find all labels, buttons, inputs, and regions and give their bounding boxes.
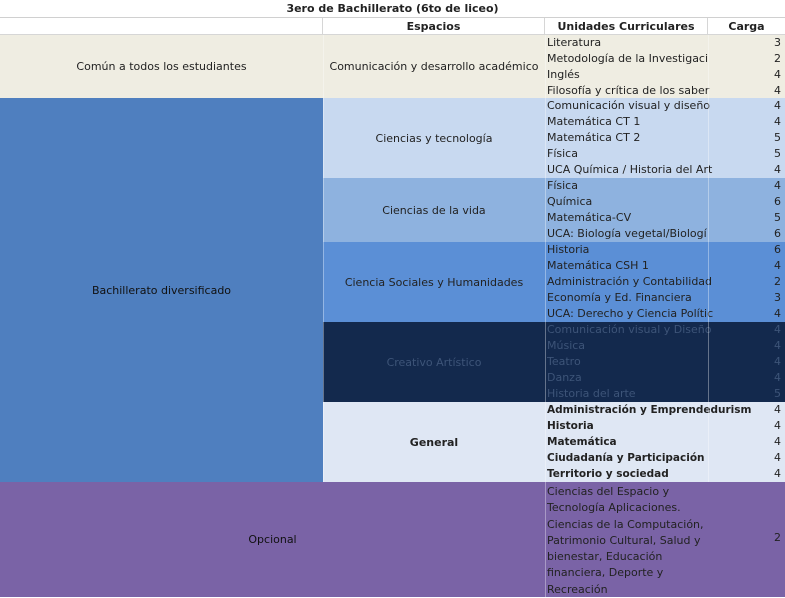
table-row: [545, 51, 785, 67]
table-row: [545, 306, 785, 322]
table-row: [545, 130, 785, 146]
unidad-curricular: UCA: Biología vegetal/Biologí: [547, 227, 707, 240]
grid-line: [545, 35, 546, 597]
unidad-curricular: Historia del arte: [547, 387, 636, 400]
carga-horario: 5: [774, 211, 781, 224]
header-unidades: Unidades Curriculares: [545, 18, 708, 35]
carga-horario: 4: [774, 371, 781, 384]
espacio-comunicacion-label: Comunicación y desarrollo académico: [329, 60, 539, 73]
unidad-curricular: Matemática: [547, 436, 617, 448]
table-row: [545, 322, 785, 338]
table-row: [545, 274, 785, 290]
table-row: [545, 67, 785, 83]
table-row: [545, 402, 785, 418]
carga-horario: 4: [774, 84, 781, 97]
carga-horario: 4: [774, 451, 781, 464]
table-row: [545, 98, 785, 114]
table-title: 3ero de Bachillerato (6to de liceo): [0, 0, 785, 18]
unidad-curricular: Matemática CSH 1: [547, 259, 649, 272]
opcional-line: Recreación: [547, 582, 608, 596]
unidad-curricular: Música: [547, 339, 586, 352]
espacio-ciencias-soc-label: Ciencia Sociales y Humanidades: [344, 275, 524, 289]
table-row: [545, 370, 785, 386]
grid-line: [323, 35, 324, 482]
carga-horario: 4: [774, 68, 781, 81]
table-row: [545, 450, 785, 466]
unidad-curricular: UCA Química / Historia del Art: [547, 163, 713, 176]
opcional-line: Ciencias del Espacio y: [547, 485, 670, 498]
opcional-line: Ciencias de la Computación,: [547, 517, 704, 531]
grid-line: [708, 35, 709, 482]
espacio-ciencias-vida: [323, 178, 545, 242]
table-row: [545, 434, 785, 450]
table-row: [545, 194, 785, 210]
carga-horario: 4: [774, 99, 781, 112]
espacio-general: [323, 402, 545, 482]
unidad-curricular: Metodología de la Investigaci: [547, 52, 709, 65]
table-row: [545, 338, 785, 354]
unidad-curricular: Física: [547, 179, 578, 192]
opcional-list: [547, 484, 707, 598]
table-row: [545, 210, 785, 226]
unidad-curricular: Ciudadanía y Participación: [547, 452, 705, 464]
unidad-curricular: Literatura: [547, 36, 602, 49]
group-diversificado-label: Bachillerato diversificado: [91, 283, 232, 297]
unidad-curricular: UCA: Derecho y Ciencia Polític: [547, 307, 714, 320]
carga-horario: 4: [774, 355, 781, 368]
unidad-curricular: Filosofía y crítica de los saber: [547, 84, 710, 97]
carga-horario: 4: [774, 339, 781, 352]
table-row: [545, 178, 785, 194]
opcional-line: Patrimonio Cultural, Salud y: [547, 533, 701, 547]
unidad-curricular: Física: [547, 147, 578, 160]
header-carga: Carga: [708, 18, 785, 35]
espacio-ciencias-vida-label: Ciencias de la vida: [382, 203, 486, 217]
carga-horario: 3: [774, 291, 781, 304]
opcional-carga: 2: [774, 531, 781, 544]
table-row: [545, 354, 785, 370]
table-row: [545, 114, 785, 130]
table-row: [545, 258, 785, 274]
carga-horario: 4: [774, 259, 781, 272]
carga-horario: 5: [774, 387, 781, 400]
espacio-ciencias-tec-label: Ciencias y tecnología: [375, 131, 493, 145]
unidad-curricular: Historia: [547, 420, 594, 432]
table-row: [545, 386, 785, 402]
unidad-curricular: Inglés: [547, 68, 580, 81]
table-row: [545, 418, 785, 434]
table-row: [545, 162, 785, 178]
carga-horario: 4: [774, 467, 781, 480]
unidad-curricular: Matemática CT 2: [547, 131, 641, 144]
table-row: [545, 35, 785, 51]
unidad-curricular: Matemática-CV: [547, 211, 632, 224]
opcional-line: financiera, Deporte y: [547, 566, 664, 580]
carga-horario: 6: [774, 243, 781, 256]
carga-horario: 4: [774, 435, 781, 448]
carga-horario: 5: [774, 147, 781, 160]
table-row: [545, 146, 785, 162]
carga-horario: 4: [774, 179, 781, 192]
unidad-curricular: Administración y Emprendedurism: [547, 404, 752, 416]
espacio-creativo-label: Creativo Artístico: [386, 355, 482, 369]
espacio-comunicacion: [323, 35, 545, 98]
espacio-ciencias-tec: [323, 98, 545, 178]
group-opcional: [0, 482, 545, 597]
unidad-curricular: Matemática CT 1: [547, 115, 641, 128]
carga-horario: 6: [774, 227, 781, 240]
group-opcional-label: Opcional: [248, 533, 297, 546]
table-row: [545, 290, 785, 306]
group-comun-label: Común a todos los estudiantes: [76, 60, 247, 73]
group-diversificado: [0, 98, 323, 482]
opcional-line: Tecnología Aplicaciones.: [547, 501, 681, 515]
espacio-general-label: General: [409, 435, 459, 449]
carga-horario: 2: [774, 275, 781, 288]
carga-horario: 4: [774, 307, 781, 320]
unidad-curricular: Danza: [547, 371, 582, 384]
espacio-ciencias-soc: [323, 242, 545, 322]
group-comun: [0, 35, 323, 98]
table-row: [545, 83, 785, 99]
unidad-curricular: Teatro: [547, 355, 581, 368]
carga-horario: 4: [774, 115, 781, 128]
carga-horario: 5: [774, 131, 781, 144]
opcional-line: bienestar, Educación: [547, 550, 663, 564]
unidad-curricular: Comunicación visual y diseño: [547, 99, 711, 112]
carga-horario: 3: [774, 36, 781, 49]
table-row: [545, 226, 785, 242]
unidad-curricular: Territorio y sociedad: [547, 468, 669, 480]
unidad-curricular: Historia: [547, 243, 590, 256]
unidad-curricular: Química: [547, 195, 593, 208]
header-espacios: Espacios: [323, 18, 545, 35]
carga-horario: 6: [774, 195, 781, 208]
carga-horario: 4: [774, 419, 781, 432]
table-row: [545, 466, 785, 482]
espacio-creativo: [323, 322, 545, 402]
unidad-curricular: Administración y Contabilidad: [547, 275, 713, 288]
carga-horario: 4: [774, 163, 781, 176]
unidad-curricular: Comunicación visual y Diseño: [547, 323, 712, 336]
carga-horario: 4: [774, 323, 781, 336]
header-blank: [0, 18, 323, 35]
carga-horario: 2: [774, 52, 781, 65]
unidad-curricular: Economía y Ed. Financiera: [547, 291, 692, 304]
table-row: [545, 242, 785, 258]
carga-horario: 4: [774, 403, 781, 416]
